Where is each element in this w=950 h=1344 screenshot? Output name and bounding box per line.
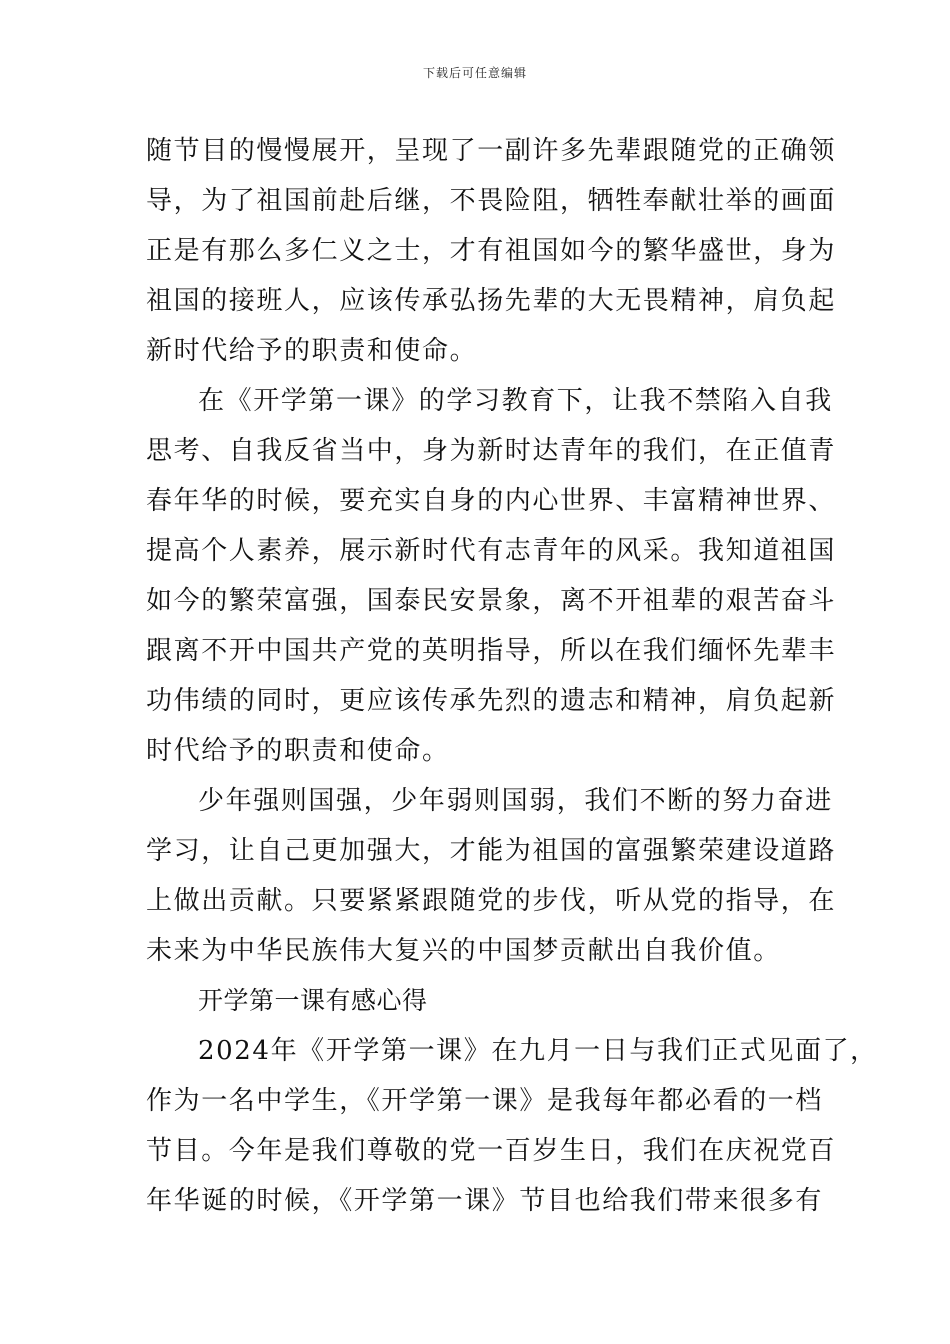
text-line: 跟离不开中国共产党的英明指导，所以在我们缅怀先辈丰 <box>146 636 837 666</box>
text-line: 在《开学第一课》的学习教育下，让我不禁陷入自我 <box>198 386 833 416</box>
text-line: 作为一名中学生，《开学第一课》是我每年都必看的一档 <box>146 1086 824 1116</box>
text-line: 少年强则国强，少年弱则国弱，我们不断的努力奋进 <box>198 786 833 816</box>
text-line: 2024年《开学第一课》在九月一日与我们正式见面了， <box>198 1036 878 1066</box>
text-line: 祖国的接班人，应该传承弘扬先辈的大无畏精神，肩负起 <box>146 286 837 316</box>
text-line: 正是有那么多仁义之士，才有祖国如今的繁华盛世，身为 <box>146 236 837 266</box>
text-line: 年华诞的时候，《开学第一课》节目也给我们带来很多有 <box>146 1186 824 1216</box>
text-line: 春年华的时候，要充实自身的内心世界、丰富精神世界、 <box>146 486 837 516</box>
text-line: 提高个人素养，展示新时代有志青年的风采。我知道祖国 <box>146 536 837 566</box>
text-line: 时代给予的职责和使命。 <box>146 736 450 766</box>
heading-line: 开学第一课有感心得 <box>198 986 428 1015</box>
text-line: 如今的繁荣富强，国泰民安景象，离不开祖辈的艰苦奋斗 <box>146 586 837 616</box>
text-line: 功伟绩的同时，更应该传承先烈的遗志和精神，肩负起新 <box>146 686 837 716</box>
paragraph-1 <box>146 126 837 376</box>
page-header: 下载后可任意编辑 <box>422 66 527 80</box>
text-line: 节目。今年是我们尊敬的党一百岁生日，我们在庆祝党百 <box>146 1136 837 1166</box>
text-line: 思考、自我反省当中，身为新时达青年的我们，在正值青 <box>146 436 837 466</box>
text-line: 学习，让自己更加强大，才能为祖国的富强繁荣建设道路 <box>146 836 837 866</box>
text-line: 新时代给予的职责和使命。 <box>146 336 478 366</box>
paragraph-2 <box>146 376 837 776</box>
section-heading <box>146 976 810 1026</box>
text-line: 随节目的慢慢展开，呈现了一副许多先辈跟随党的正确领 <box>146 136 837 166</box>
paragraph-3 <box>146 776 837 976</box>
document-body <box>146 126 878 1226</box>
text-line: 未来为中华民族伟大复兴的中国梦贡献出自我价值。 <box>146 936 781 966</box>
text-line: 上做出贡献。只要紧紧跟随党的步伐，听从党的指导，在 <box>146 886 837 916</box>
text-line: 导，为了祖国前赴后继，不畏险阻，牺牲奉献壮举的画面 <box>146 186 837 216</box>
paragraph-5 <box>146 1026 878 1226</box>
